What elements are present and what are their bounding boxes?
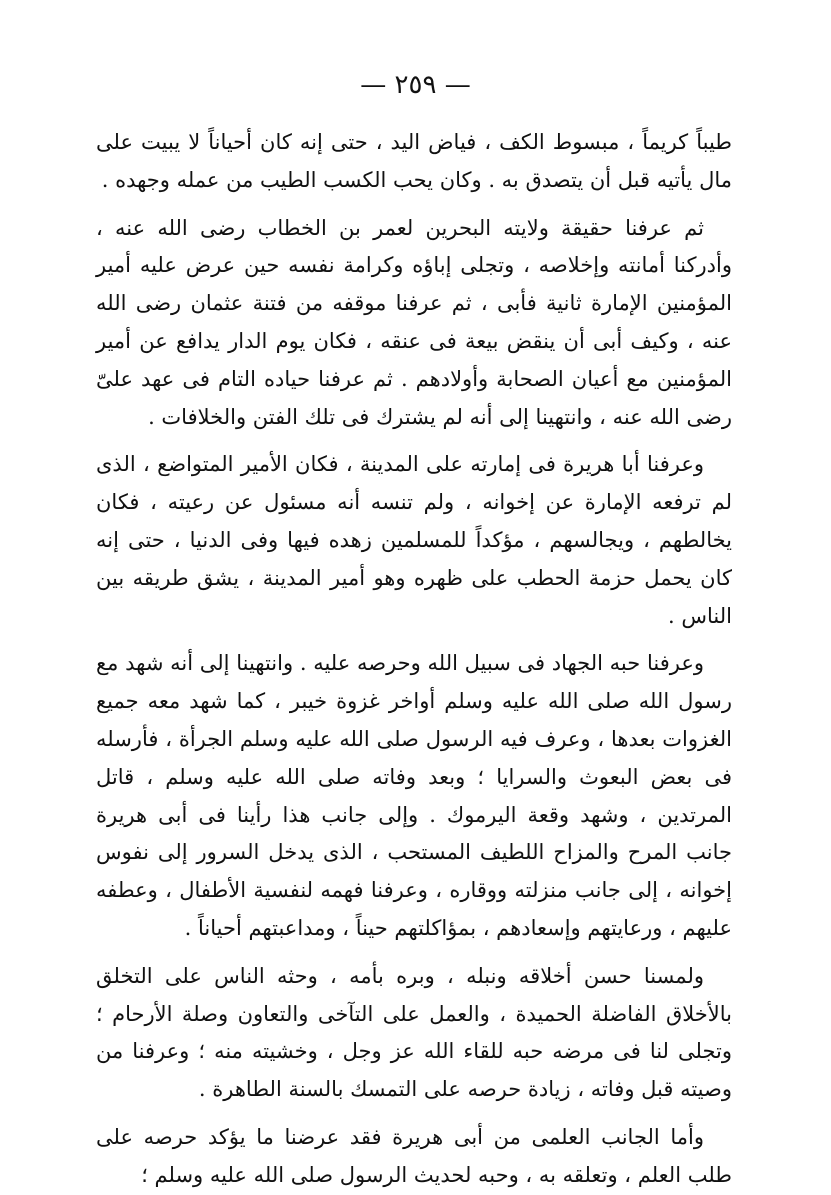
paragraph: وأما الجانب العلمى من أبى هريرة فقد عرضنا ما يؤكد حرصه على طلب العلم ، وتعلقه به ، وحبه لحديث الرسول صلى الله عليه وسلم ؛ xyxy=(96,1124,732,1187)
paragraph: طيباً كريماً ، مبسوط الكف ، فياض اليد ، حتى إنه كان أحياناً لا يبيت على مال يأتيه قبل أن يتصدق به . وكان يحب الكسب الطيب من عمله وجهده . xyxy=(96,130,732,192)
page-number: — ٢٥٩ — xyxy=(360,70,471,100)
paragraph: وعرفنا حبه الجهاد فى سبيل الله وحرصه عليه . وانتهينا إلى أنه شهد مع رسول الله صلى الله عليه وسلم أواخر غزوة خيبر ، كما شهد معه جميع الغزوات بعدها ، وعرف فيه الرسول صلى الله عليه وسلم الجرأة ، فأرسله فى بعض البعوث والسرايا ؛ وبعد وفاته صلى الله عليه وسلم ، قاتل المرتدين ، وشهد وقعة اليرموك . وإلى جانب هذا رأينا فى أبى هريرة جانب المرح والمزاح اللطيف المستحب ، الذى يدخل السرور إلى نفوس إخوانه ، إلى جانب منزلته ووقاره ، وعرفنا فهمه لنفسية الأطفال ، وعطفه عليهم ، ورعايتهم وإسعادهم ، بمؤاكلتهم حيناً ، ومداعبتهم أحياناً . xyxy=(96,651,732,940)
paragraph: وعرفنا أبا هريرة فى إمارته على المدينة ، فكان الأمير المتواضع ، الذى لم ترفعه الإمارة عن إخوانه ، ولم تنسه أنه مسئول عن رعيته ، فكان يخالطهم ، ويجالسهم ، مؤكداً للمسلمين زهده فيها وفى الدنيا ، حتى إنه كان يحمل حزمة الحطب على ظهره وهو أمير المدينة ، يشق طريقه بين الناس . xyxy=(96,452,732,628)
page-body xyxy=(96,124,732,1195)
paragraph: ولمسنا حسن أخلاقه ونبله ، وبره بأمه ، وحثه الناس على التخلق بالأخلاق الفاضلة الحميدة ، والعمل على التآخى والتعاون وصلة الأرحام ؛ وتجلى لنا فى مرضه حبه للقاء الله عز وجل ، وخشيته منه ؛ وعرفنا من وصيته قبل وفاته ، زيادة حرصه على التمسك بالسنة الطاهرة . xyxy=(96,963,732,1102)
paragraph: ثم عرفنا حقيقة ولايته البحرين لعمر بن الخطاب رضى الله عنه ، وأدركنا أمانته وإخلاصه ، وتجلى إباؤه وكرامة نفسه حين عرض عليه أمير المؤمنين الإمارة ثانية فأبى ، ثم عرفنا موقفه من فتنة عثمان رضى الله عنه ، وكيف أبى أن ينقض بيعة فى عنقه ، فكان يوم الدار يدافع عن أمير المؤمنين مع أعيان الصحابة وأولادهم . ثم عرفنا حياده التام فى عهد علىّ رضى الله عنه ، وانتهينا إلى أنه لم يشترك فى تلك الفتن والخلافات . xyxy=(96,215,732,429)
